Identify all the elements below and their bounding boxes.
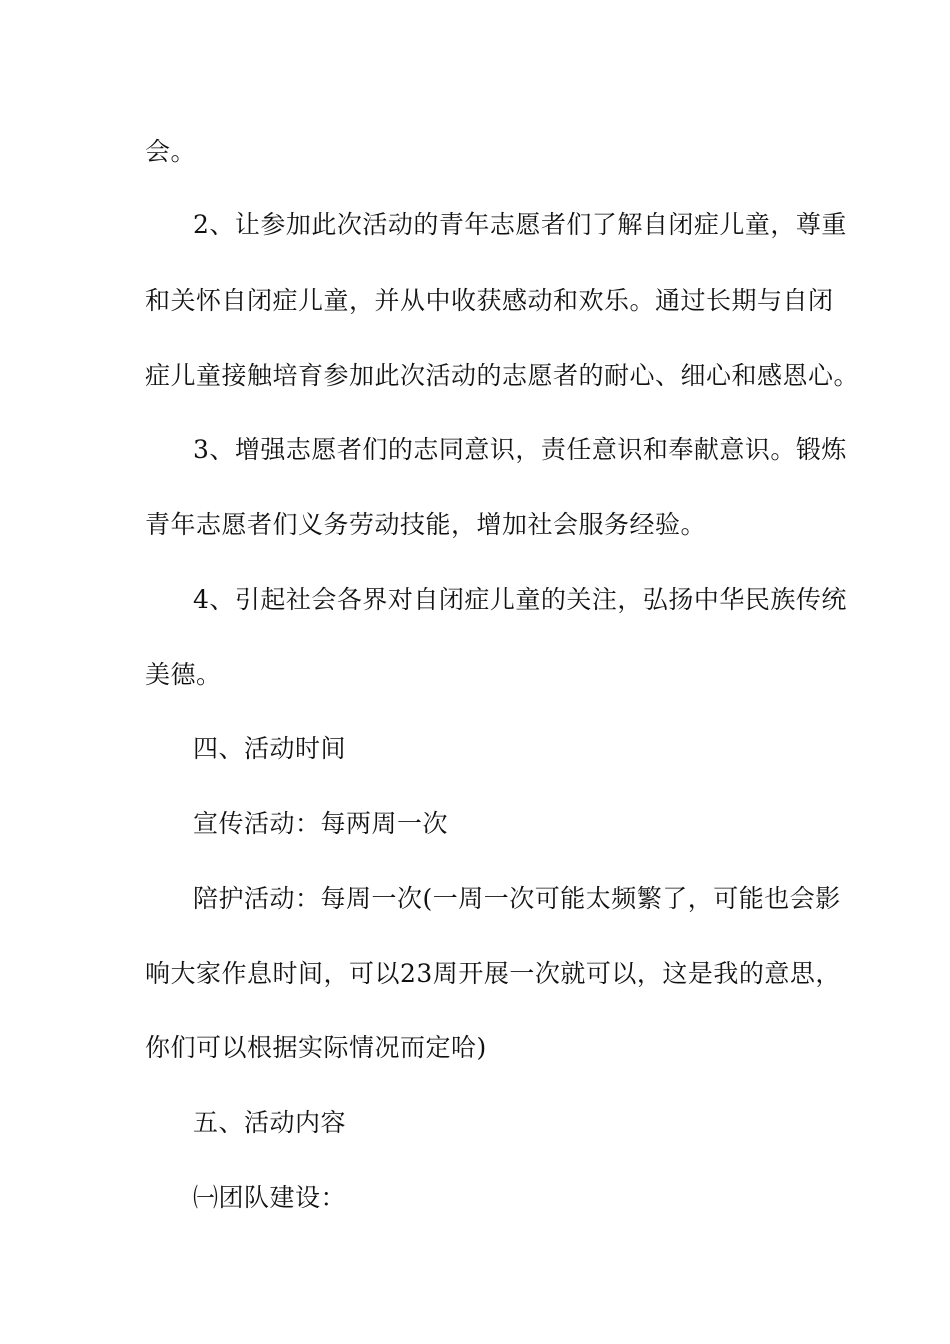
text-line: 青年志愿者们义务劳动技能，增加社会服务经验。 bbox=[145, 510, 707, 539]
text-line: 你们可以根据实际情况而定哈) bbox=[145, 1033, 487, 1062]
text-line: 陪护活动：每周一次(一周一次可能太频繁了，可能也会影 bbox=[193, 884, 841, 913]
text-line: 3、增强志愿者们的志同意识，责任意识和奉献意识。锻炼 bbox=[193, 435, 847, 464]
section-heading: 四、活动时间 bbox=[193, 734, 347, 763]
text-line: 会。 bbox=[145, 137, 197, 166]
text-line: 美德。 bbox=[145, 660, 222, 689]
text-line: 宣传活动：每两周一次 bbox=[193, 809, 449, 838]
text-line: 4、引起社会各界对自闭症儿童的关注，弘扬中华民族传统 bbox=[193, 585, 847, 614]
text-line: 2、让参加此次活动的青年志愿者们了解自闭症儿童，尊重 bbox=[193, 210, 847, 239]
section-heading: 五、活动内容 bbox=[193, 1108, 347, 1137]
text-line: 和关怀自闭症儿童，并从中收获感动和欢乐。通过长期与自闭 bbox=[145, 286, 834, 315]
subsection-heading: ㈠团队建设： bbox=[193, 1183, 347, 1212]
text-line: 响大家作息时间，可以23周开展一次就可以，这是我的意思， bbox=[145, 959, 841, 988]
text-line: 症儿童接触培育参加此次活动的志愿者的耐心、细心和感恩心。 bbox=[145, 361, 860, 390]
